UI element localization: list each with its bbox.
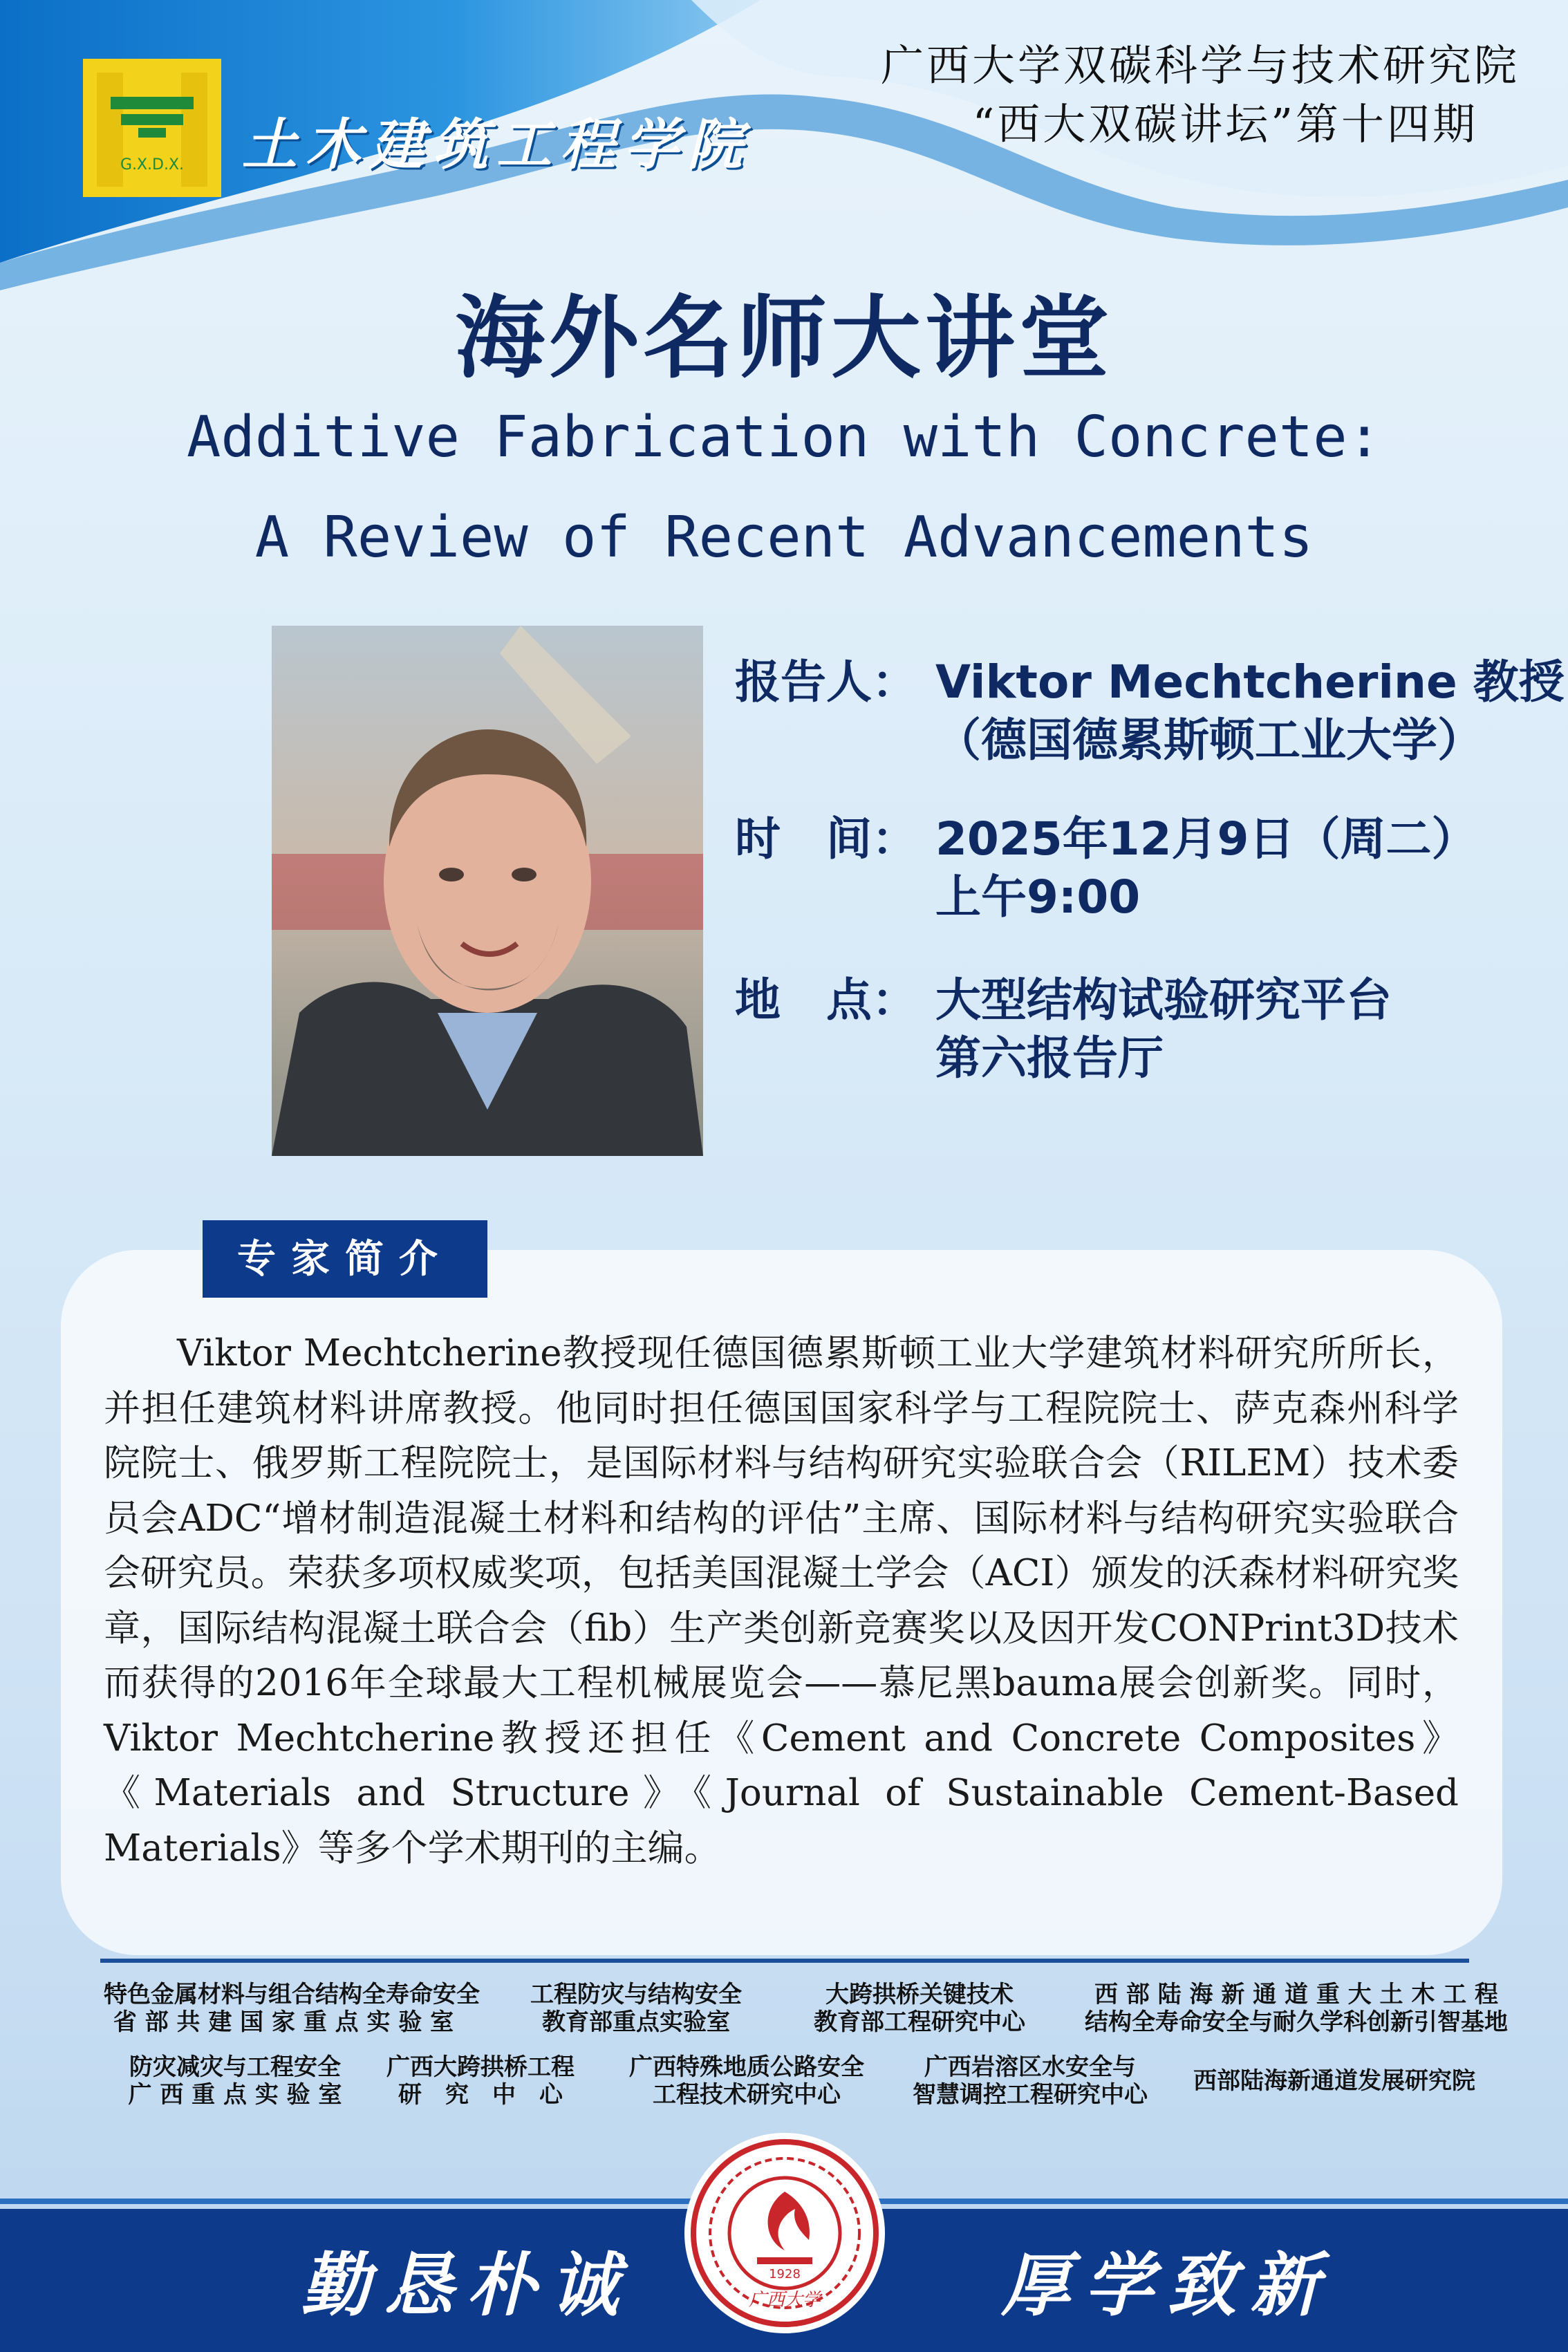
event-date: 2025年12月9日（周二） [935, 812, 1477, 866]
speaker-affiliation: （德国德累斯顿工业大学） [935, 713, 1483, 767]
speaker-photo [272, 626, 703, 1156]
speaker-label: 报告人： [735, 655, 917, 709]
svg-text:G.X.D.X.: G.X.D.X. [120, 156, 185, 174]
place-label: 地 点： [735, 973, 917, 1027]
college-name: 土木建筑工程学院 [242, 112, 751, 177]
event-time: 上午9:00 [935, 870, 1141, 924]
time-info [735, 810, 1477, 926]
time-label: 时 间： [735, 812, 917, 866]
main-title: 海外名师大讲堂 [454, 286, 1113, 391]
place-info [735, 971, 1392, 1088]
lab-item: 广西岩溶区水安全与 智慧调控工程研究中心 [913, 2053, 1148, 2109]
motto-left: 勤恳朴诚 [301, 2244, 633, 2326]
speaker-biography: Viktor Mechtcherine教授现任德国德累斯顿工业大学建筑材料研究所所长，并担任建筑材料讲席教授。他同时担任德国国家科学与工程院院士、萨克森州科学院院士、俄罗斯工程院院士，是国际材料与结构研究实验联合会（RILEM）技术委员会ADC“增材制造混凝土材料和结构的评估”主席、国际材料与结构研究实验联合会研究员。荣获多项权威奖项，包括美国混凝土学会（ACI）颁发的沃森材料研究奖章，国际结构混凝土联合会（fib）生产类创新竞赛奖以及因开发CONPrint3D技术而获得的2016年全球最大工程机械展览会——慕尼黑bauma展会创新奖。同时，Viktor Mechtcherine教授还担任《Cement and Concrete Composites》《Materials and Structure》《Journal of Sustainable Cement-Based Materials》等多个学术期刊的主编。 [104, 1332, 1459, 1869]
svg-text:1928: 1928 [769, 2267, 801, 2281]
place-line-1: 大型结构试验研究平台 [935, 973, 1392, 1027]
intro-tab-label: 专家简介 [203, 1220, 487, 1298]
university-seal-icon [681, 2129, 888, 2337]
lecture-title-line-2: A Review of Recent Advancements [254, 505, 1314, 570]
lab-item: 工程防灾与结构安全 教育部重点实验室 [530, 1981, 742, 2036]
speaker-info [735, 653, 1565, 769]
svg-text:广西大学: 广西大学 [748, 2290, 821, 2311]
institute-name: 广西大学双碳科学与技术研究院 [880, 40, 1520, 91]
lab-item: 广西特殊地质公路安全 工程技术研究中心 [629, 2053, 864, 2109]
labs-top-rule [100, 1959, 1469, 1963]
lab-item: 大跨拱桥关键技术 教育部工程研究中心 [814, 1981, 1025, 2036]
lecture-title-line-1: Additive Fabrication with Concrete: [187, 404, 1381, 470]
place-line-2: 第六报告厅 [935, 1032, 1164, 1085]
forum-issue: “西大双碳讲坛”第十四期 [972, 99, 1478, 149]
lab-item: 防灾减灾与工程安全 广 西 重 点 实 验 室 [128, 2053, 342, 2109]
lab-item: 广西大跨拱桥工程 研 究 中 心 [386, 2053, 575, 2109]
lab-item: 特色金属材料与组合结构全寿命安全 省 部 共 建 国 家 重 点 实 验 室 [104, 1981, 480, 2036]
college-logo [83, 59, 221, 197]
lab-item: 西部陆海新通道发展研究院 [1193, 2067, 1475, 2095]
speaker-name: Viktor Mechtcherine 教授 [935, 655, 1565, 709]
lab-item: 西 部 陆 海 新 通 道 重 大 土 木 工 程 结构全寿命安全与耐久学科创新引智基地 [1085, 1981, 1508, 2036]
motto-right: 厚学致新 [1001, 2244, 1333, 2326]
